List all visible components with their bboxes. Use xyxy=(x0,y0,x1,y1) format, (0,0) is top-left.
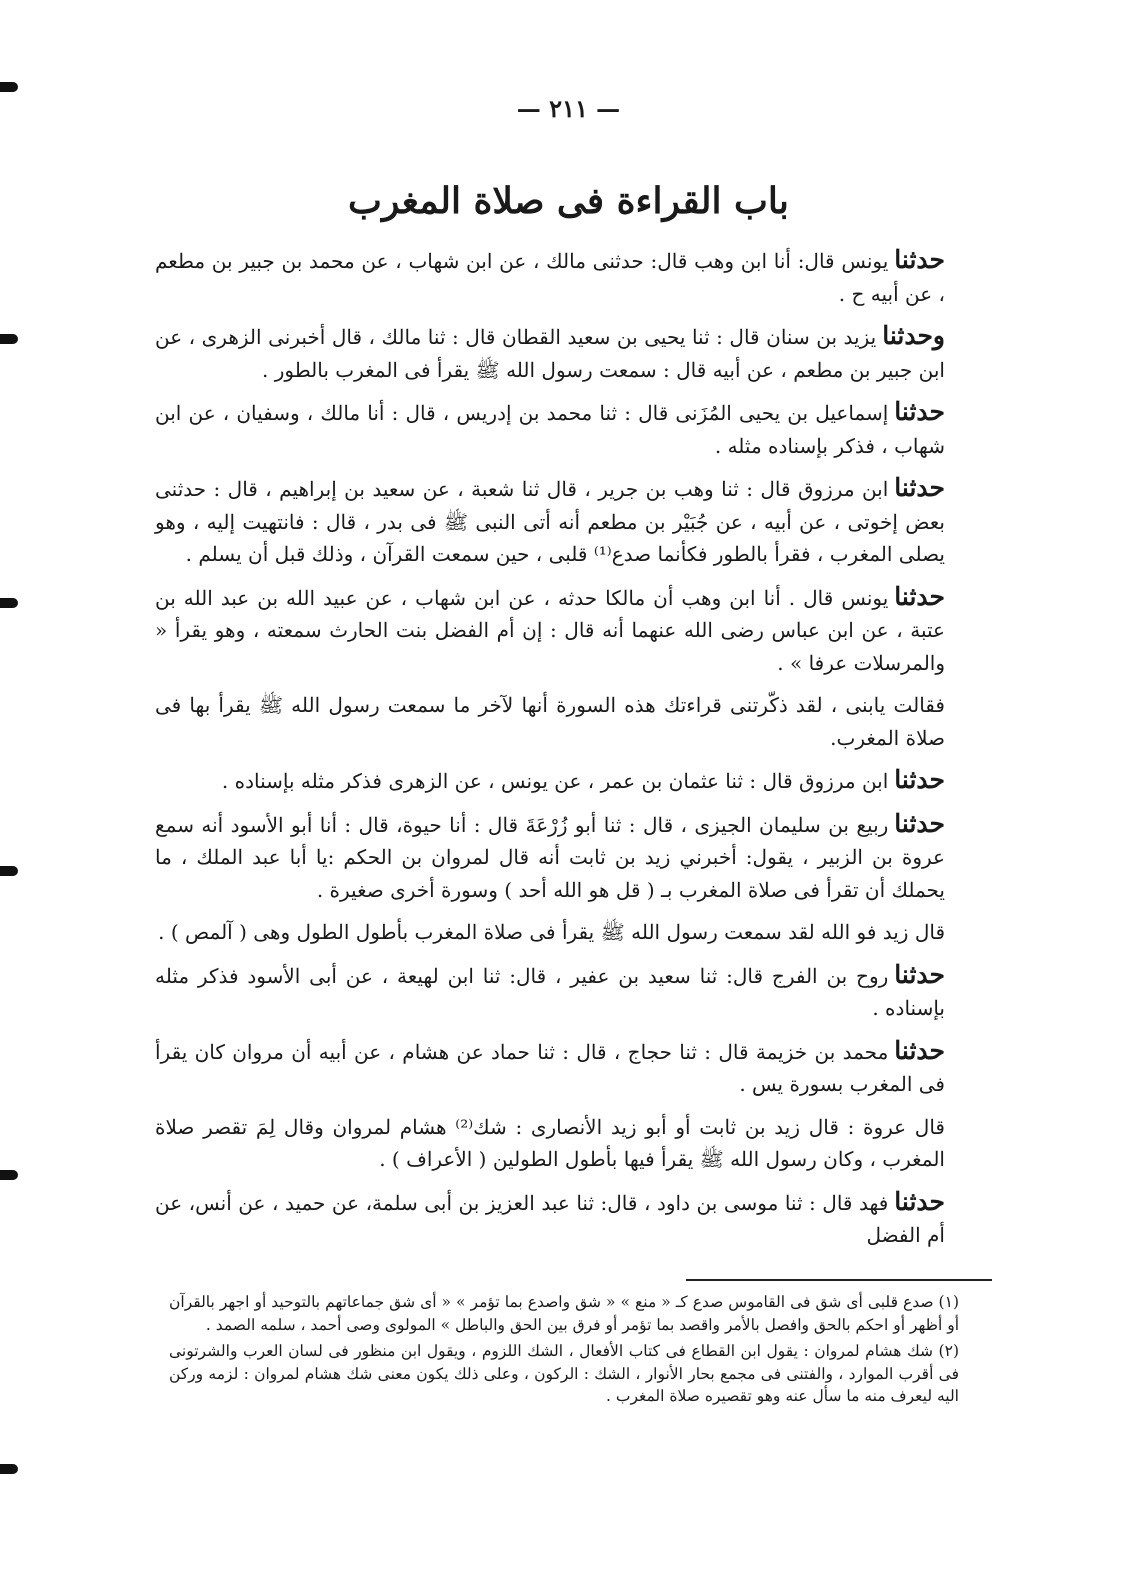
hadith-paragraph xyxy=(155,1035,945,1101)
paragraph-text: قال زيد فو الله لقد سمعت رسول الله ﷺ يقرأ فى صلاة المغرب بأطول الطول وهى ( آلمص ) . xyxy=(158,920,945,944)
hadith-paragraph xyxy=(155,1186,945,1252)
hadith-paragraph xyxy=(155,396,945,462)
paragraph-text: قال عروة : قال زيد بن ثابت أو أبو زيد الأنصارى : شك⁽²⁾ هشام لمروان وقال لِمَ تقصر صلاة المغرب ، وكان رسول الله ﷺ يقرأ فيها بأطول الطولين ( الأعراف ) . xyxy=(155,1114,945,1171)
hadith-paragraph xyxy=(155,689,945,754)
hadith-paragraph xyxy=(155,581,945,680)
footnote: (١) صدع قلبى أى شق فى القاموس صدع كـ « منع » « شق واصدع بما تؤمر » « أى شق جماعاتهم بالتوحيد أو اجهر بالقرآن أو أظهر أو احكم بالحق وافصل بالأمر واقصد بما تؤمر أو فرق بين الحق والباطل » المولوى وصى أحمد ، سلمه الصمد . xyxy=(169,1293,959,1334)
paragraph-text: إسماعيل بن يحيى المُزَنى قال : ثنا محمد بن إدريس ، قال : أنا مالك ، وسفيان ، عن ابن شهاب ، فذكر بإسناده مثله . xyxy=(155,401,945,458)
narration-keyword: حدثنا xyxy=(894,1035,945,1065)
scan-edge-mark xyxy=(0,1464,18,1474)
narration-keyword: وحدثنا xyxy=(882,321,945,350)
paragraph-text: روح بن الفرج قال: ثنا سعيد بن عفير ، قال: ثنا ابن لهيعة ، عن أبى الأسود فذكر مثله بإسناده . xyxy=(155,963,945,1020)
paragraph-text: فهد قال : ثنا موسى بن داود ، قال: ثنا عبد العزيز بن أبى سلمة، عن حميد ، عن أنس، عن أم الفضل xyxy=(155,1190,945,1247)
paragraph-text: يونس قال . أنا ابن وهب أن مالكا حدثه ، عن ابن شهاب ، عن عبيد الله بن عبد الله بن عتبة ، عن ابن عباس رضى الله عنهما أنه قال : إن أم الفضل بنت الحارث سمعته ، وهو يقرأ « والمرسلات عرفا » . xyxy=(155,585,945,675)
hadith-paragraph xyxy=(155,320,945,386)
hadith-paragraph xyxy=(155,916,945,949)
scan-edge-mark xyxy=(0,82,18,92)
scan-edge-mark xyxy=(0,334,18,344)
narration-keyword: حدثنا xyxy=(894,473,945,502)
hadith-paragraph xyxy=(155,472,945,571)
hadith-paragraph xyxy=(155,808,945,907)
paragraph-text: يونس قال: أنا ابن وهب قال: حدثنى مالك ، عن ابن شهاب ، عن محمد بن جبير بن مطعم ، عن أبيه ح . xyxy=(155,249,945,306)
hadith-paragraph xyxy=(155,764,945,798)
page-title: باب القراءة فى صلاة المغرب xyxy=(348,180,789,222)
paragraph-text: ابن مرزوق قال : ثنا عثمان بن عمر ، عن يونس ، عن الزهرى فذكر مثله بإسناده . xyxy=(221,769,889,793)
narration-keyword: حدثنا xyxy=(894,245,945,274)
page-number: — ٢١١ — xyxy=(516,94,621,123)
paragraph-text: محمد بن خزيمة قال : ثنا حجاج ، قال : ثنا حماد عن هشام ، عن أبيه أن مروان كان يقرأ فى المغرب بسورة يس . xyxy=(155,1039,945,1096)
hadith-paragraph xyxy=(155,1111,945,1176)
scan-edge-mark xyxy=(0,598,18,608)
hadith-paragraph xyxy=(155,959,945,1025)
scan-edge-mark xyxy=(0,1170,18,1180)
main-text xyxy=(155,244,945,1262)
narration-keyword: حدثنا xyxy=(894,581,945,611)
paragraph-text: يزيد بن سنان قال : ثنا يحيى بن سعيد القطان قال : ثنا مالك ، قال أخبرنى الزهرى ، عن ابن جبير بن مطعم ، عن أبيه قال : سمعت رسول الله ﷺ يقرأ فى المغرب بالطور . xyxy=(155,325,945,382)
scan-edge-mark xyxy=(0,866,18,876)
narration-keyword: حدثنا xyxy=(894,1186,945,1216)
narration-keyword: حدثنا xyxy=(894,808,945,838)
hadith-paragraph xyxy=(155,244,945,310)
narration-keyword: حدثنا xyxy=(894,765,945,794)
narration-keyword: حدثنا xyxy=(894,397,945,426)
paragraph-text: ربيع بن سليمان الجيزى ، قال : ثنا أبو زُرْعَةَ قال : أنا حيوة، قال : أنا أبو الأسود أنه سمع عروة بن الزبير ، يقول: أخبرني زيد بن ثابت أنه قال لمروان بن الحكم :يا أبا عبد الملك ، ما يحملك أن تقرأ فى صلاة المغرب بـ ( قل هو الله أحد ) وسورة أخرى صغيرة . xyxy=(155,812,945,902)
paragraph-text: ابن مرزوق قال : ثنا وهب بن جرير ، قال ثنا شعبة ، عن سعيد بن إبراهيم ، قال : حدثنى بعض إخوتى ، عن أبيه ، عن جُبَيْر بن مطعم أنه أتى النبى ﷺ فى بدر ، قال : فانتهيت إليه ، وهو يصلى المغرب ، فقرأ بالطور فكأنما صدع⁽¹⁾ قلبى ، حين سمعت القرآن ، وذلك قبل أن يسلم . xyxy=(155,477,945,566)
footnote: (٢) شك هشام لمروان : يقول ابن القطاع فى كتاب الأفعال ، الشك اللزوم ، ويقول ابن منظور فى لسان العرب والشرتونى فى أقرب الموارد ، والفتنى فى مجمع بحار الأنوار ، الشك : الركون ، وعلى ذلك يكون معنى شك هشام لمروان : لزمه وركن اليه ليعرف منه ما سأل عنه وهو تقصيره صلاة المغرب . xyxy=(169,1342,959,1405)
paragraph-text: فقالت يابنى ، لقد ذكّرتنى قراءتك هذه السورة أنها لآخر ما سمعت رسول الله ﷺ يقرأ بها فى صلاة المغرب. xyxy=(155,693,945,750)
footnotes xyxy=(169,1291,959,1412)
narration-keyword: حدثنا xyxy=(894,959,945,989)
footnote-divider xyxy=(686,1279,992,1281)
